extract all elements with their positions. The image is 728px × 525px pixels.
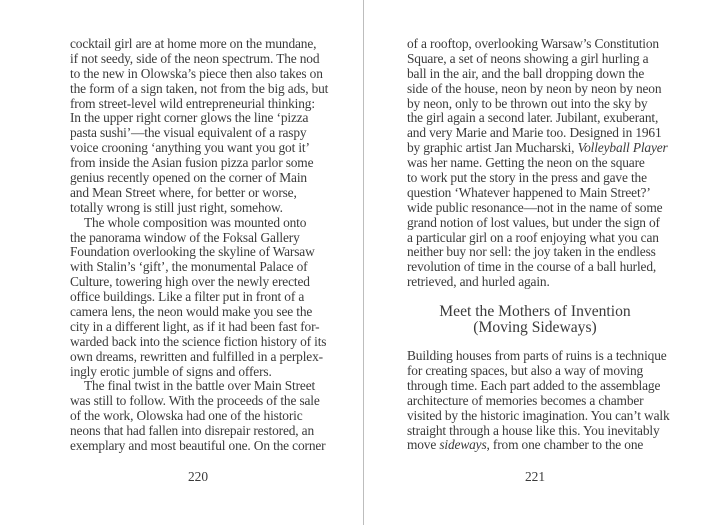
text-segment: totally wrong is still just right, somehow.: [70, 199, 283, 215]
text-line: [407, 52, 663, 67]
text-line: [70, 365, 326, 380]
text-segment: by graphic artist Jan Mucharski,: [407, 140, 578, 156]
text-segment: own dreams, rewritten and fulfilled in a perplex-: [70, 348, 323, 364]
text-segment: neither buy nor sell: the joy taken in the endless: [407, 244, 656, 260]
text-segment: voice crooning ‘anything you want you got it’: [70, 140, 310, 156]
text-line: [70, 216, 326, 231]
text-segment: and very Marie and Marie too. Designed in 1961: [407, 125, 662, 141]
text-line: [407, 394, 663, 409]
text-segment: side of the house, neon by neon by neon by neon: [407, 80, 662, 96]
text-line: [407, 424, 663, 439]
text-segment: The final twist in the battle over Main Street: [84, 378, 316, 394]
text-line: [70, 231, 326, 246]
paragraph-block: [407, 348, 670, 453]
paragraph-block: [407, 36, 668, 290]
text-segment: was her name. Getting the neon on the square: [407, 155, 645, 171]
text-line: [70, 67, 326, 82]
text-line: [70, 305, 326, 320]
section-heading-line: Meet the Mothers of Invention: [439, 303, 631, 321]
text-segment: , from one chamber to the one: [486, 437, 644, 453]
text-line: [70, 80, 329, 97]
text-line: [70, 379, 326, 394]
italic-text: Volleyball Player: [577, 140, 668, 156]
text-line: [70, 52, 326, 67]
text-line: [70, 350, 326, 365]
text-line: [70, 171, 326, 186]
text-segment: of a rooftop, overlooking Warsaw’s Constitution: [407, 36, 659, 51]
text-line: [70, 141, 326, 156]
text-segment: from inside the Asian fusion pizza parlor some: [70, 155, 314, 171]
text-segment: exemplary and most beautiful one. On the corner: [70, 438, 326, 454]
section-heading: [407, 304, 663, 335]
text-line: [407, 82, 663, 97]
text-segment: camera lens, the neon would make you see the: [70, 304, 313, 320]
text-line: [70, 424, 326, 439]
text-segment: a particular girl on a roof enjoying what you can: [407, 229, 659, 245]
text-segment: wide public resonance—not in the name of some: [407, 199, 663, 215]
text-line: [70, 37, 326, 52]
text-segment: Foundation overlooking the skyline of Warsaw: [70, 244, 315, 260]
text-line: [407, 407, 670, 424]
text-line: [407, 260, 663, 275]
text-line: [407, 438, 663, 453]
text-line: [70, 126, 326, 141]
text-line: [407, 379, 663, 394]
right-page-text: [407, 36, 670, 453]
text-line: [407, 67, 663, 82]
text-segment: the form of a sign taken, not from the big ads, but: [70, 80, 329, 96]
text-segment: was still to follow. With the proceeds of the sale: [70, 393, 320, 409]
text-segment: ball in the air, and the ball dropping down the: [407, 65, 645, 81]
text-segment: the panorama window of the Foksal Gallery: [70, 229, 300, 245]
text-segment: to the new in Olowska’s piece then also takes on: [70, 65, 323, 81]
text-line: [407, 111, 663, 126]
text-line: [70, 394, 326, 409]
text-line: [70, 335, 326, 350]
text-segment: city in a different light, as if it had been fast for-: [70, 318, 320, 334]
text-segment: of the work, Olowska had one of the historic: [70, 408, 303, 424]
text-line: [407, 245, 663, 260]
text-segment: architecture of memories becomes a chamber: [407, 392, 644, 408]
text-segment: warded back into the science fiction history of its: [70, 333, 327, 349]
text-line: [407, 186, 663, 201]
text-line: [70, 260, 326, 275]
text-line: [407, 275, 663, 290]
text-segment: visited by the historic imagination. You can’t walk: [407, 407, 670, 423]
text-line: [70, 245, 326, 260]
text-line: [70, 409, 326, 424]
text-line: [407, 171, 663, 186]
text-line: [70, 290, 326, 305]
text-segment: question ‘Whatever happened to Main Street?’: [407, 184, 651, 200]
text-segment: and Mean Street where, for better or worse,: [70, 184, 297, 200]
text-line: [407, 364, 663, 379]
text-segment: straight through a house like this. You inevitably: [407, 422, 660, 438]
text-segment: genius recently opened on the corner of Main: [70, 170, 307, 186]
italic-text: sideways: [439, 437, 487, 453]
text-line: [407, 156, 663, 171]
section-heading-subtitle: (Moving Sideways): [473, 318, 597, 336]
text-segment: grand notion of lost values, but under the sign of: [407, 214, 660, 230]
text-segment: Building houses from parts of ruins is a technique: [407, 348, 667, 364]
text-segment: if not seedy, side of the neon spectrum. The nod: [70, 50, 320, 66]
page-number-right: 221: [524, 469, 546, 484]
left-page-text: [70, 36, 329, 454]
text-line: [407, 201, 663, 216]
text-segment: In the upper right corner glows the line ‘pizza: [70, 110, 309, 126]
text-segment: Culture, towering high over the newly erected: [70, 274, 310, 290]
text-line: [70, 201, 326, 216]
page-number-left: 220: [187, 469, 209, 484]
right-page: [364, 0, 728, 525]
text-line: [407, 37, 663, 52]
text-segment: move: [407, 437, 440, 453]
text-line: [407, 216, 663, 231]
text-line: [407, 126, 663, 141]
text-segment: with Stalin’s ‘gift’, the monumental Palace of: [70, 259, 308, 275]
text-segment: retrieved, and hurled again.: [407, 274, 550, 290]
text-line: [70, 111, 326, 126]
text-line: [70, 97, 326, 112]
text-line: [70, 275, 326, 290]
text-line: [407, 97, 663, 112]
text-segment: revolution of time in the course of a ball hurled,: [407, 259, 657, 275]
text-segment: Square, a set of neons showing a girl hurling a: [407, 50, 649, 66]
text-segment: pasta sushi’—the visual equivalent of a raspy: [70, 125, 307, 141]
text-line: [407, 348, 667, 364]
text-segment: through time. Each part added to the assemblage: [407, 377, 661, 393]
text-segment: by neon, only to be thrown out into the sky by: [407, 95, 648, 111]
text-segment: neons that had fallen into disrepair restored, an: [70, 423, 315, 439]
text-line: [70, 156, 326, 171]
text-line: [70, 320, 326, 335]
text-segment: The whole composition was mounted onto: [84, 214, 307, 230]
text-segment: from street-level wild entrepreneurial thinking:: [70, 95, 315, 111]
text-segment: for creating spaces, but also a way of moving: [407, 363, 644, 379]
text-segment: ingly erotic jumble of signs and offers.: [70, 363, 272, 379]
left-page: [0, 0, 363, 525]
text-segment: the girl again a second later. Jubilant, exuberant,: [407, 110, 659, 126]
text-segment: office buildings. Like a filter put in front of a: [70, 289, 305, 305]
text-line: [407, 231, 663, 246]
text-segment: to work put the story in the press and gave the: [407, 170, 647, 186]
text-segment: cocktail girl are at home more on the mundane,: [70, 36, 317, 51]
text-line: [407, 140, 668, 156]
text-line: [70, 186, 326, 201]
text-line: [70, 439, 326, 454]
